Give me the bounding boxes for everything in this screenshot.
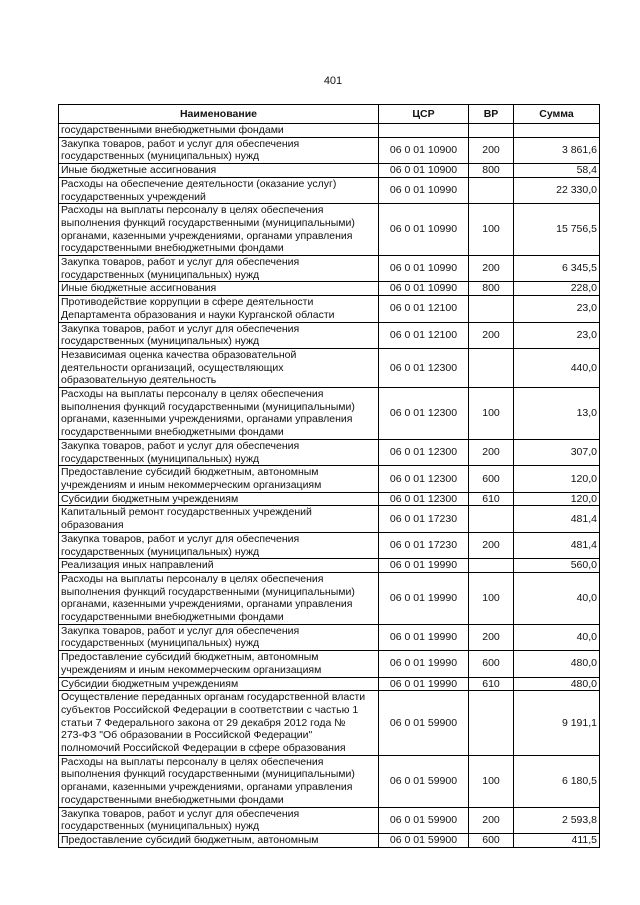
row-csr: 06 0 01 19990: [379, 624, 469, 650]
row-sum: [514, 124, 600, 138]
row-vr: [469, 506, 514, 532]
table-row: [59, 677, 600, 691]
row-csr: 06 0 01 59900: [379, 755, 469, 807]
table-row: [59, 651, 600, 677]
row-name: Независимая оценка качества образовательной деятельности организаций, осуществляющих образовательную деятельность: [59, 348, 379, 387]
row-csr: 06 0 01 12100: [379, 322, 469, 348]
table-row: [59, 388, 600, 440]
row-name: Закупка товаров, работ и услуг для обеспечения государственных (муниципальных) нужд: [59, 807, 379, 833]
row-csr: 06 0 01 17230: [379, 532, 469, 558]
row-sum: 6 345,5: [514, 256, 600, 282]
table-row: [59, 559, 600, 573]
row-vr: 600: [469, 651, 514, 677]
row-name: Реализация иных направлений: [59, 559, 379, 573]
row-vr: 600: [469, 833, 514, 847]
row-csr: 06 0 01 19990: [379, 651, 469, 677]
row-vr: 100: [469, 755, 514, 807]
row-name: Предоставление субсидий бюджетным, автономным учреждениям и иным некоммерческим организациям: [59, 651, 379, 677]
row-sum: 3 861,6: [514, 137, 600, 163]
row-name: Расходы на обеспечение деятельности (оказание услуг) государственных учреждений: [59, 177, 379, 203]
row-sum: 481,4: [514, 506, 600, 532]
row-csr: 06 0 01 19990: [379, 559, 469, 573]
row-vr: [469, 177, 514, 203]
row-vr: 100: [469, 572, 514, 624]
row-name: государственными внебюджетными фондами: [59, 124, 379, 138]
row-csr: 06 0 01 10900: [379, 137, 469, 163]
row-sum: 23,0: [514, 322, 600, 348]
table-row: [59, 439, 600, 465]
row-csr: 06 0 01 10900: [379, 164, 469, 178]
row-sum: 23,0: [514, 296, 600, 322]
row-vr: 200: [469, 439, 514, 465]
row-sum: 481,4: [514, 532, 600, 558]
row-sum: 6 180,5: [514, 755, 600, 807]
table-row: [59, 572, 600, 624]
row-name: Субсидии бюджетным учреждениям: [59, 677, 379, 691]
table-row: [59, 466, 600, 492]
row-csr: 06 0 01 12300: [379, 388, 469, 440]
row-csr: 06 0 01 59900: [379, 691, 469, 756]
row-name: Закупка товаров, работ и услуг для обеспечения государственных (муниципальных) нужд: [59, 532, 379, 558]
row-name: Закупка товаров, работ и услуг для обеспечения государственных (муниципальных) нужд: [59, 439, 379, 465]
row-name: Субсидии бюджетным учреждениям: [59, 492, 379, 506]
table-row: [59, 506, 600, 532]
table-row: [59, 833, 600, 847]
row-name: Расходы на выплаты персоналу в целях обеспечения выполнения функций государственными (муниципальными) органами, казенными учреждениями, органами управления государственными внебюджетными фондами: [59, 755, 379, 807]
row-sum: 411,5: [514, 833, 600, 847]
budget-table: [58, 104, 600, 848]
row-csr: 06 0 01 10990: [379, 177, 469, 203]
row-name: Расходы на выплаты персоналу в целях обеспечения выполнения функций государственными (муниципальными) органами, казенными учреждениями, органами управления государственными внебюджетными фондами: [59, 388, 379, 440]
table-header-row: [59, 105, 600, 124]
row-csr: 06 0 01 10990: [379, 282, 469, 296]
row-name: Расходы на выплаты персоналу в целях обеспечения выполнения функций государственными (муниципальными) органами, казенными учреждениями, органами управления государственными внебюджетными фондами: [59, 572, 379, 624]
row-name: Противодействие коррупции в сфере деятельности Департамента образования и науки Курганской области: [59, 296, 379, 322]
row-name: Капитальный ремонт государственных учреждений образования: [59, 506, 379, 532]
row-csr: 06 0 01 59900: [379, 833, 469, 847]
table-row: [59, 296, 600, 322]
row-csr: 06 0 01 59900: [379, 807, 469, 833]
row-name: Предоставление субсидий бюджетным, автономным учреждениям и иным некоммерческим организациям: [59, 466, 379, 492]
row-sum: 15 756,5: [514, 204, 600, 256]
row-sum: 40,0: [514, 624, 600, 650]
column-header-sum: Сумма: [514, 105, 600, 124]
row-sum: 2 593,8: [514, 807, 600, 833]
table-row: [59, 164, 600, 178]
table-row: [59, 624, 600, 650]
table-row: [59, 532, 600, 558]
table-row: [59, 256, 600, 282]
row-csr: 06 0 01 12300: [379, 348, 469, 387]
row-vr: 200: [469, 137, 514, 163]
row-sum: 58,4: [514, 164, 600, 178]
row-vr: 200: [469, 256, 514, 282]
row-sum: 9 191,1: [514, 691, 600, 756]
row-vr: 800: [469, 282, 514, 296]
row-vr: [469, 124, 514, 138]
row-csr: 06 0 01 12300: [379, 492, 469, 506]
table-row: [59, 755, 600, 807]
row-vr: 200: [469, 807, 514, 833]
table-row: [59, 282, 600, 296]
table-row: [59, 137, 600, 163]
table-row: [59, 124, 600, 138]
row-sum: 560,0: [514, 559, 600, 573]
row-csr: 06 0 01 12300: [379, 466, 469, 492]
page-number: 401: [323, 75, 343, 87]
row-name: Предоставление субсидий бюджетным, автономным: [59, 833, 379, 847]
row-sum: 228,0: [514, 282, 600, 296]
row-sum: 440,0: [514, 348, 600, 387]
row-name: Закупка товаров, работ и услуг для обеспечения государственных (муниципальных) нужд: [59, 322, 379, 348]
row-csr: 06 0 01 12100: [379, 296, 469, 322]
row-vr: 200: [469, 624, 514, 650]
row-sum: 22 330,0: [514, 177, 600, 203]
row-sum: 480,0: [514, 677, 600, 691]
row-name: Осуществление переданных органам государственной власти субъектов Российской Федерации в соответствии с частью 1 статьи 7 Федерального закона от 29 декабря 2012 года № 273-ФЗ "Об образовании в Российской Федерации" полномочий Российской Федерации в сфере образования: [59, 691, 379, 756]
row-name: Иные бюджетные ассигнования: [59, 164, 379, 178]
table-row: [59, 322, 600, 348]
row-vr: [469, 348, 514, 387]
row-name: Закупка товаров, работ и услуг для обеспечения государственных (муниципальных) нужд: [59, 256, 379, 282]
column-header-name: Наименование: [59, 105, 379, 124]
row-vr: 200: [469, 532, 514, 558]
table-row: [59, 691, 600, 756]
row-sum: 13,0: [514, 388, 600, 440]
table-row: [59, 492, 600, 506]
row-vr: [469, 559, 514, 573]
column-header-csr: ЦСР: [379, 105, 469, 124]
row-vr: [469, 691, 514, 756]
row-csr: 06 0 01 10990: [379, 204, 469, 256]
table-row: [59, 204, 600, 256]
table-row: [59, 807, 600, 833]
row-name: Расходы на выплаты персоналу в целях обеспечения выполнения функций государственными (муниципальными) органами, казенными учреждениями, органами управления государственными внебюджетными фондами: [59, 204, 379, 256]
row-name: Иные бюджетные ассигнования: [59, 282, 379, 296]
row-vr: 100: [469, 204, 514, 256]
row-vr: 610: [469, 677, 514, 691]
row-vr: 200: [469, 322, 514, 348]
row-sum: 480,0: [514, 651, 600, 677]
row-name: Закупка товаров, работ и услуг для обеспечения государственных (муниципальных) нужд: [59, 624, 379, 650]
row-sum: 307,0: [514, 439, 600, 465]
row-csr: 06 0 01 19990: [379, 677, 469, 691]
row-csr: 06 0 01 12300: [379, 439, 469, 465]
column-header-vr: ВР: [469, 105, 514, 124]
row-csr: [379, 124, 469, 138]
row-csr: 06 0 01 19990: [379, 572, 469, 624]
row-sum: 120,0: [514, 466, 600, 492]
table-row: [59, 348, 600, 387]
row-vr: [469, 296, 514, 322]
row-vr: 610: [469, 492, 514, 506]
table-row: [59, 177, 600, 203]
row-csr: 06 0 01 17230: [379, 506, 469, 532]
row-vr: 100: [469, 388, 514, 440]
row-vr: 800: [469, 164, 514, 178]
row-sum: 120,0: [514, 492, 600, 506]
row-csr: 06 0 01 10990: [379, 256, 469, 282]
row-sum: 40,0: [514, 572, 600, 624]
row-name: Закупка товаров, работ и услуг для обеспечения государственных (муниципальных) нужд: [59, 137, 379, 163]
row-vr: 600: [469, 466, 514, 492]
